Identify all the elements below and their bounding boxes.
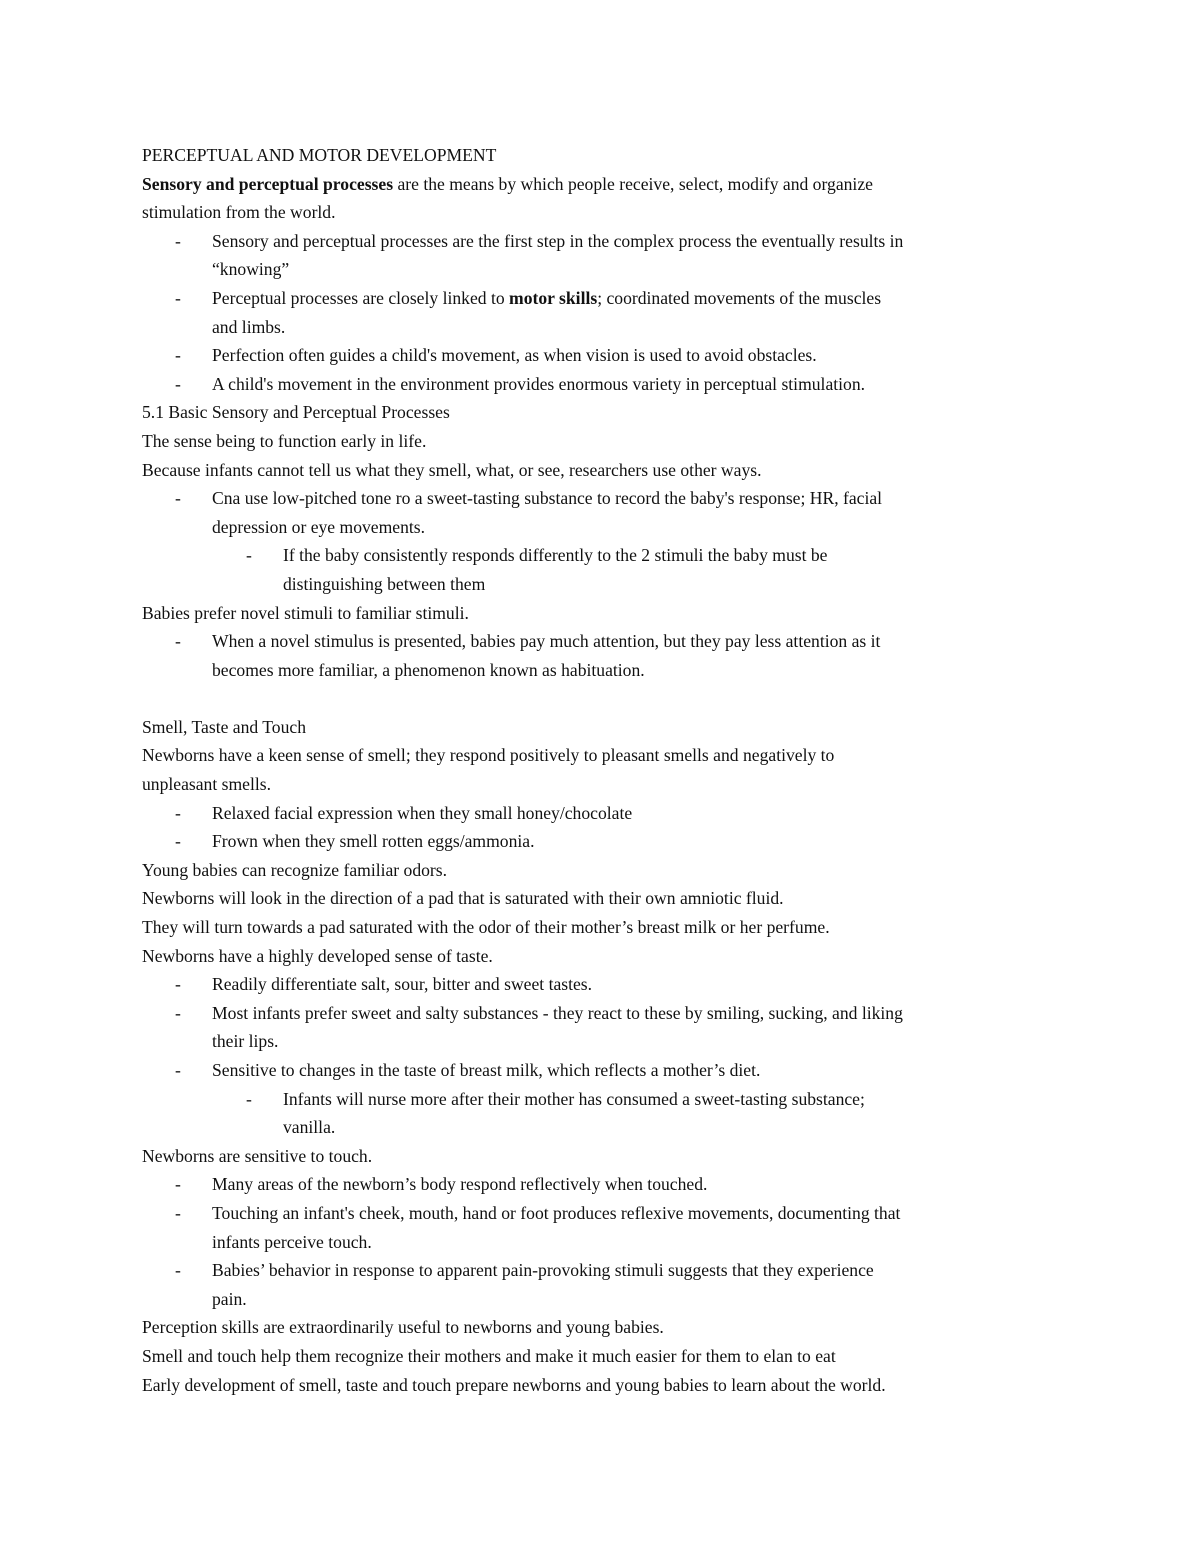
bullet-text: ; coordinated movements of the muscles (597, 287, 882, 308)
bullet-continuation: and limbs. (212, 316, 286, 337)
document-title: PERCEPTUAL AND MOTOR DEVELOPMENT (142, 145, 497, 165)
bullet-text: Most infants prefer sweet and salty substances - they react to these by smiling, sucking, and liking (212, 1002, 903, 1023)
bullet-item (142, 970, 1072, 999)
dash-marker: - (175, 1002, 181, 1023)
paragraph: Newborns are sensitive to touch. (142, 1145, 373, 1166)
blank-line (142, 684, 1072, 713)
paragraph: They will turn towards a pad saturated with the odor of their mother’s breast milk or her perfume. (142, 917, 830, 938)
bullet-text: Infants will nurse more after their mother has consumed a sweet-tasting substance; (283, 1088, 865, 1109)
bullet-item (142, 999, 1072, 1028)
sub-bullet-item (142, 541, 1072, 570)
dash-marker: - (175, 1060, 181, 1080)
bullet-continuation: pain. (212, 1288, 247, 1309)
bullet-text: Perceptual processes are closely linked to (212, 287, 510, 308)
dash-marker: - (175, 831, 181, 852)
paragraph: Smell and touch help them recognize their mothers and make it much easier for them to elan to eat (142, 1345, 836, 1366)
bullet-text: Touching an infant's cheek, mouth, hand or foot produces reflexive movements, documenting that (212, 1202, 901, 1223)
paragraph: Young babies can recognize familiar odors. (142, 859, 448, 880)
paragraph-definition (142, 170, 1072, 199)
bullet-item (142, 227, 1072, 256)
paragraph: The sense being to function early in life. (142, 430, 427, 451)
paragraph: Because infants cannot tell us what they smell, what, or see, researchers use other ways. (142, 459, 762, 480)
paragraph-continuation: stimulation from the world. (142, 202, 336, 223)
bullet-continuation: their lips. (212, 1031, 279, 1052)
bullet-continuation: becomes more familiar, a phenomenon known as habituation. (212, 659, 645, 680)
dash-marker: - (175, 974, 181, 995)
dash-marker: - (175, 345, 181, 366)
bullet-text: A child's movement in the environment provides enormous variety in perceptual stimulation. (212, 373, 866, 394)
section-heading: 5.1 Basic Sensory and Perceptual Processes (142, 402, 450, 423)
bullet-text: Cna use low-pitched tone ro a sweet-tasting substance to record the baby's response; HR, facial (212, 488, 883, 509)
bullet-text: Frown when they smell rotten eggs/ammonia. (212, 831, 535, 852)
paragraph: Babies prefer novel stimuli to familiar stimuli. (142, 602, 469, 623)
bullet-text: If the baby consistently responds differently to the 2 stimuli the baby must be (283, 545, 828, 566)
paragraph-continuation: unpleasant smells. (142, 774, 271, 795)
bullet-item (142, 1199, 1072, 1228)
sub-bullet-continuation: distinguishing between them (283, 573, 486, 594)
bullet-text: Readily differentiate salt, sour, bitter and sweet tastes. (212, 974, 593, 995)
dash-marker: - (175, 1174, 181, 1195)
bullet-item (142, 1256, 1072, 1285)
paragraph: Newborns have a keen sense of smell; they respond positively to pleasant smells and negatively to (142, 745, 835, 766)
bold-term: Sensory and perceptual processes (142, 173, 394, 194)
bullet-text: Perfection often guides a child's movement, as when vision is used to avoid obstacles. (212, 345, 817, 366)
bullet-continuation: infants perceive touch. (212, 1231, 372, 1252)
dash-marker: - (175, 373, 181, 394)
paragraph: Early development of smell, taste and touch prepare newborns and young babies to learn about the world. (142, 1374, 886, 1395)
bullet-item (142, 627, 1072, 656)
dash-marker: - (246, 1088, 252, 1109)
sub-bullet-continuation: vanilla. (283, 1117, 336, 1138)
dash-marker: - (175, 230, 181, 251)
paragraph: Newborns will look in the direction of a pad that is saturated with their own amniotic fluid. (142, 888, 784, 909)
bullet-item (142, 484, 1072, 513)
bullet-text: Sensitive to changes in the taste of breast milk, which reflects a mother’s diet. (212, 1060, 761, 1080)
bullet-text: When a novel stimulus is presented, babies pay much attention, but they pay less attention as it (212, 631, 881, 652)
sub-bullet-item (142, 1085, 1072, 1114)
dash-marker: - (246, 545, 252, 566)
bullet-item (142, 1170, 1072, 1199)
paragraph: Newborns have a highly developed sense of taste. (142, 945, 493, 966)
section-heading: Smell, Taste and Touch (142, 716, 307, 737)
bullet-text: Sensory and perceptual processes are the first step in the complex process the eventually results in (212, 230, 904, 251)
dash-marker: - (175, 1202, 181, 1223)
bullet-continuation: “knowing” (212, 259, 290, 280)
bullet-text: Babies’ behavior in response to apparent pain-provoking stimuli suggests that they experience (212, 1260, 874, 1281)
dash-marker: - (175, 802, 181, 823)
bold-term: motor skills (509, 287, 598, 308)
bullet-item (142, 341, 1072, 370)
bullet-text: Many areas of the newborn’s body respond reflectively when touched. (212, 1174, 708, 1195)
bullet-item (142, 827, 1072, 856)
dash-marker: - (175, 631, 181, 652)
bullet-item (142, 1056, 1072, 1085)
bullet-item (142, 284, 1072, 313)
paragraph-text: are the means by which people receive, select, modify and organize (393, 173, 873, 194)
bullet-item (142, 370, 1072, 399)
dash-marker: - (175, 488, 181, 509)
bullet-text: Relaxed facial expression when they small honey/chocolate (212, 802, 633, 823)
dash-marker: - (175, 287, 181, 308)
paragraph: Perception skills are extraordinarily useful to newborns and young babies. (142, 1317, 664, 1338)
document-body (142, 141, 1072, 1399)
dash-marker: - (175, 1260, 181, 1281)
bullet-item (142, 799, 1072, 828)
bullet-continuation: depression or eye movements. (212, 516, 426, 537)
